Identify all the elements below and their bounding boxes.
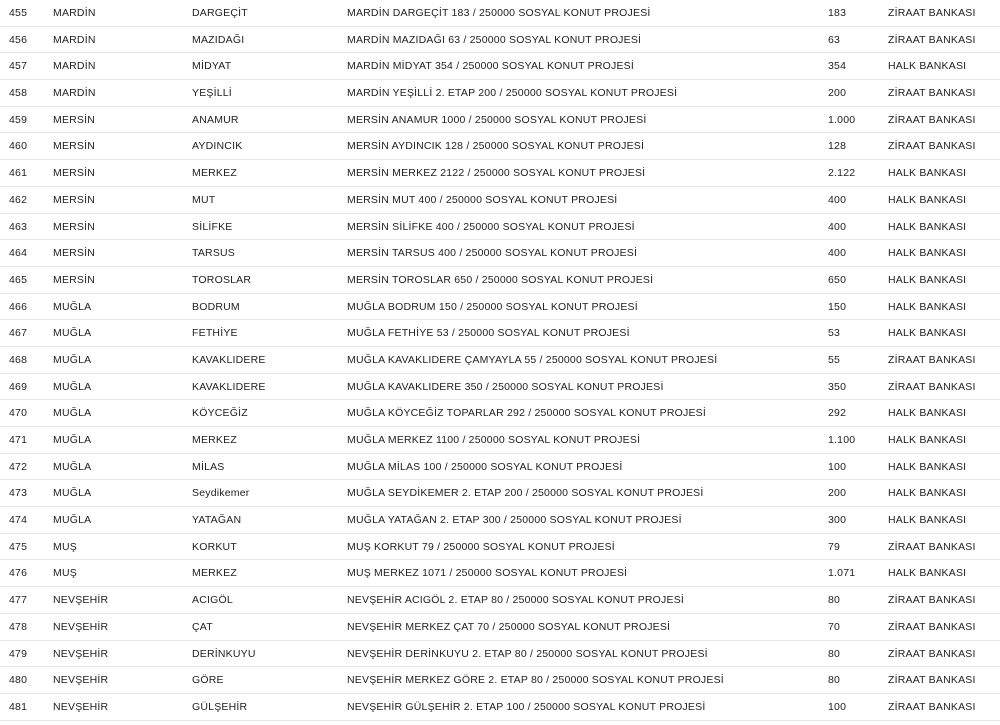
project-name-cell: MARDİN MAZIDAĞI 63 / 250000 SOSYAL KONUT PROJESİ bbox=[347, 33, 642, 46]
bank-cell: HALK BANKASI bbox=[888, 460, 967, 473]
bank-cell: ZİRAAT BANKASI bbox=[888, 700, 976, 713]
row-number: 468 bbox=[9, 353, 28, 366]
project-name-cell: MARDİN DARGEÇİT 183 / 250000 SOSYAL KONUT PROJESİ bbox=[347, 7, 651, 19]
province-cell: NEVŞEHİR bbox=[53, 620, 109, 633]
unit-count-cell: 292 bbox=[828, 407, 847, 420]
row-number: 466 bbox=[9, 300, 28, 313]
row-number: 463 bbox=[9, 220, 28, 233]
unit-count-cell: 2.122 bbox=[828, 167, 856, 180]
row-number: 473 bbox=[9, 487, 28, 500]
row-number: 469 bbox=[9, 380, 28, 393]
table-row bbox=[0, 267, 1000, 294]
table-row bbox=[0, 400, 1000, 427]
district-cell: YATAĞAN bbox=[192, 514, 242, 527]
district-cell: MUT bbox=[192, 193, 216, 206]
table-row bbox=[0, 374, 1000, 401]
table-row bbox=[0, 53, 1000, 80]
bank-cell: ZİRAAT BANKASI bbox=[888, 113, 976, 126]
project-name-cell: MERSİN MUT 400 / 250000 SOSYAL KONUT PROJESİ bbox=[347, 193, 618, 206]
table-row bbox=[0, 320, 1000, 347]
unit-count-cell: 80 bbox=[828, 647, 841, 660]
province-cell: MERSİN bbox=[53, 220, 96, 233]
province-cell: MUĞLA bbox=[53, 380, 92, 393]
bank-cell: HALK BANKASI bbox=[888, 327, 967, 340]
unit-count-cell: 150 bbox=[828, 300, 847, 313]
bank-cell: HALK BANKASI bbox=[888, 60, 967, 73]
province-cell: MERSİN bbox=[53, 113, 96, 126]
table-row bbox=[0, 160, 1000, 187]
province-cell: MERSİN bbox=[53, 193, 96, 206]
project-name-cell: MERSİN TOROSLAR 650 / 250000 SOSYAL KONUT PROJESİ bbox=[347, 273, 654, 286]
province-cell: MUĞLA bbox=[53, 487, 92, 500]
row-number: 462 bbox=[9, 193, 28, 206]
province-cell: MERSİN bbox=[53, 247, 96, 260]
province-cell: NEVŞEHİR bbox=[53, 674, 109, 687]
unit-count-cell: 1.100 bbox=[828, 434, 856, 446]
table-row bbox=[0, 427, 1000, 454]
bank-cell: ZİRAAT BANKASI bbox=[888, 674, 976, 687]
row-number: 458 bbox=[9, 87, 28, 100]
bank-cell: ZİRAAT BANKASI bbox=[888, 7, 976, 19]
table-row bbox=[0, 187, 1000, 214]
unit-count-cell: 350 bbox=[828, 380, 847, 393]
province-cell: MUĞLA bbox=[53, 327, 92, 340]
project-name-cell: MUĞLA SEYDİKEMER 2. ETAP 200 / 250000 SOSYAL KONUT PROJESİ bbox=[347, 487, 704, 500]
bank-cell: HALK BANKASI bbox=[888, 167, 967, 180]
district-cell: DERİNKUYU bbox=[192, 647, 256, 660]
row-number: 472 bbox=[9, 460, 28, 473]
table-row bbox=[0, 80, 1000, 107]
table-row bbox=[0, 667, 1000, 694]
province-cell: MUŞ bbox=[53, 567, 77, 580]
project-name-cell: MUĞLA KAVAKLIDERE ÇAMYAYLA 55 / 250000 SOSYAL KONUT PROJESİ bbox=[347, 353, 718, 366]
unit-count-cell: 80 bbox=[828, 594, 841, 607]
project-name-cell: MERSİN ANAMUR 1000 / 250000 SOSYAL KONUT PROJESİ bbox=[347, 113, 647, 126]
bank-cell: HALK BANKASI bbox=[888, 567, 967, 580]
district-cell: ÇAT bbox=[192, 620, 213, 633]
district-cell: MİLAS bbox=[192, 460, 225, 473]
district-cell: YEŞİLLİ bbox=[192, 87, 232, 100]
unit-count-cell: 400 bbox=[828, 193, 847, 206]
row-number: 470 bbox=[9, 407, 28, 420]
table-row bbox=[0, 347, 1000, 374]
bank-cell: HALK BANKASI bbox=[888, 247, 967, 260]
row-number: 471 bbox=[9, 434, 28, 446]
district-cell: KAVAKLIDERE bbox=[192, 380, 266, 393]
unit-count-cell: 200 bbox=[828, 87, 847, 100]
bank-cell: ZİRAAT BANKASI bbox=[888, 140, 976, 153]
bank-cell: HALK BANKASI bbox=[888, 514, 967, 527]
table-row bbox=[0, 0, 1000, 27]
project-name-cell: NEVŞEHİR MERKEZ ÇAT 70 / 250000 SOSYAL KONUT PROJESİ bbox=[347, 620, 671, 633]
unit-count-cell: 400 bbox=[828, 247, 847, 260]
province-cell: MERSİN bbox=[53, 140, 96, 153]
project-name-cell: MARDİN MİDYAT 354 / 250000 SOSYAL KONUT PROJESİ bbox=[347, 60, 634, 73]
table-row bbox=[0, 133, 1000, 160]
row-number: 476 bbox=[9, 567, 28, 580]
row-number: 481 bbox=[9, 700, 28, 713]
unit-count-cell: 300 bbox=[828, 514, 847, 527]
bank-cell: ZİRAAT BANKASI bbox=[888, 353, 976, 366]
row-number: 479 bbox=[9, 647, 28, 660]
district-cell: GÜLŞEHİR bbox=[192, 700, 248, 713]
table-row bbox=[0, 507, 1000, 534]
district-cell: DARGEÇİT bbox=[192, 7, 248, 19]
table-row bbox=[0, 534, 1000, 561]
district-cell: TOROSLAR bbox=[192, 273, 252, 286]
district-cell: ACIGÖL bbox=[192, 594, 233, 607]
row-number: 474 bbox=[9, 514, 28, 527]
unit-count-cell: 70 bbox=[828, 620, 841, 633]
table-row bbox=[0, 641, 1000, 668]
project-name-cell: MERSİN TARSUS 400 / 250000 SOSYAL KONUT PROJESİ bbox=[347, 247, 638, 260]
unit-count-cell: 100 bbox=[828, 460, 847, 473]
province-cell: MERSİN bbox=[53, 273, 96, 286]
province-cell: NEVŞEHİR bbox=[53, 594, 109, 607]
project-name-cell: MUŞ KORKUT 79 / 250000 SOSYAL KONUT PROJESİ bbox=[347, 540, 615, 553]
province-cell: MUĞLA bbox=[53, 514, 92, 527]
table-row bbox=[0, 480, 1000, 507]
district-cell: TARSUS bbox=[192, 247, 236, 260]
bank-cell: HALK BANKASI bbox=[888, 434, 967, 446]
bank-cell: ZİRAAT BANKASI bbox=[888, 620, 976, 633]
province-cell: MERSİN bbox=[53, 167, 96, 180]
project-name-cell: MUĞLA MERKEZ 1100 / 250000 SOSYAL KONUT PROJESİ bbox=[347, 434, 641, 446]
district-cell: MERKEZ bbox=[192, 567, 237, 580]
unit-count-cell: 400 bbox=[828, 220, 847, 233]
row-number: 480 bbox=[9, 674, 28, 687]
bank-cell: ZİRAAT BANKASI bbox=[888, 594, 976, 607]
province-cell: MUŞ bbox=[53, 540, 77, 553]
unit-count-cell: 53 bbox=[828, 327, 841, 340]
row-number: 477 bbox=[9, 594, 28, 607]
project-name-cell: MERSİN SİLİFKE 400 / 250000 SOSYAL KONUT PROJESİ bbox=[347, 220, 635, 233]
province-cell: NEVŞEHİR bbox=[53, 647, 109, 660]
province-cell: MARDİN bbox=[53, 7, 96, 19]
project-name-cell: MUĞLA FETHİYE 53 / 250000 SOSYAL KONUT PROJESİ bbox=[347, 327, 630, 340]
district-cell: ANAMUR bbox=[192, 113, 239, 126]
unit-count-cell: 79 bbox=[828, 540, 841, 553]
unit-count-cell: 354 bbox=[828, 60, 847, 73]
row-number: 457 bbox=[9, 60, 28, 73]
row-number: 478 bbox=[9, 620, 28, 633]
table-row bbox=[0, 27, 1000, 54]
project-name-cell: NEVŞEHİR DERİNKUYU 2. ETAP 80 / 250000 SOSYAL KONUT PROJESİ bbox=[347, 647, 708, 660]
bank-cell: HALK BANKASI bbox=[888, 193, 967, 206]
district-cell: MERKEZ bbox=[192, 167, 237, 180]
row-number: 467 bbox=[9, 327, 28, 340]
unit-count-cell: 128 bbox=[828, 140, 847, 153]
bank-cell: ZİRAAT BANKASI bbox=[888, 33, 976, 46]
row-number: 475 bbox=[9, 540, 28, 553]
district-cell: Seydikemer bbox=[192, 487, 250, 500]
province-cell: NEVŞEHİR bbox=[53, 700, 109, 713]
unit-count-cell: 1.071 bbox=[828, 567, 856, 580]
project-name-cell: MUŞ MERKEZ 1071 / 250000 SOSYAL KONUT PROJESİ bbox=[347, 567, 628, 580]
province-cell: MARDİN bbox=[53, 60, 96, 73]
project-name-cell: NEVŞEHİR MERKEZ GÖRE 2. ETAP 80 / 250000 SOSYAL KONUT PROJESİ bbox=[347, 674, 724, 687]
district-cell: BODRUM bbox=[192, 300, 240, 313]
province-cell: MARDİN bbox=[53, 87, 96, 100]
table-row bbox=[0, 240, 1000, 267]
province-cell: MUĞLA bbox=[53, 460, 92, 473]
project-name-cell: MUĞLA BODRUM 150 / 250000 SOSYAL KONUT PROJESİ bbox=[347, 300, 638, 313]
unit-count-cell: 63 bbox=[828, 33, 841, 46]
bank-cell: HALK BANKASI bbox=[888, 220, 967, 233]
province-cell: MUĞLA bbox=[53, 353, 92, 366]
district-cell: MİDYAT bbox=[192, 60, 232, 73]
district-cell: GÖRE bbox=[192, 674, 224, 687]
unit-count-cell: 100 bbox=[828, 700, 847, 713]
district-cell: KORKUT bbox=[192, 540, 237, 553]
project-name-cell: NEVŞEHİR GÜLŞEHİR 2. ETAP 100 / 250000 SOSYAL KONUT PROJESİ bbox=[347, 700, 706, 713]
project-name-cell: MUĞLA YATAĞAN 2. ETAP 300 / 250000 SOSYAL KONUT PROJESİ bbox=[347, 514, 682, 527]
project-name-cell: MUĞLA KÖYCEĞİZ TOPARLAR 292 / 250000 SOSYAL KONUT PROJESİ bbox=[347, 407, 707, 420]
project-name-cell: MERSİN AYDINCIK 128 / 250000 SOSYAL KONUT PROJESİ bbox=[347, 140, 645, 153]
province-cell: MUĞLA bbox=[53, 407, 92, 420]
bank-cell: HALK BANKASI bbox=[888, 407, 967, 420]
district-cell: KAVAKLIDERE bbox=[192, 353, 266, 366]
table-row bbox=[0, 560, 1000, 587]
table-row bbox=[0, 107, 1000, 134]
district-cell: MAZIDAĞI bbox=[192, 33, 245, 46]
unit-count-cell: 650 bbox=[828, 273, 847, 286]
province-cell: MUĞLA bbox=[53, 300, 92, 313]
project-name-cell: NEVŞEHİR ACIGÖL 2. ETAP 80 / 250000 SOSYAL KONUT PROJESİ bbox=[347, 594, 685, 607]
bank-cell: ZİRAAT BANKASI bbox=[888, 540, 976, 553]
district-cell: SİLİFKE bbox=[192, 220, 233, 233]
row-number: 464 bbox=[9, 247, 28, 260]
project-name-cell: MUĞLA MİLAS 100 / 250000 SOSYAL KONUT PROJESİ bbox=[347, 460, 623, 473]
unit-count-cell: 80 bbox=[828, 674, 841, 687]
table-row bbox=[0, 587, 1000, 614]
bank-cell: HALK BANKASI bbox=[888, 300, 967, 313]
table-row bbox=[0, 614, 1000, 641]
table-row bbox=[0, 454, 1000, 481]
row-number: 456 bbox=[9, 33, 28, 46]
table-row bbox=[0, 694, 1000, 721]
province-cell: MUĞLA bbox=[53, 434, 92, 446]
district-cell: KÖYCEĞİZ bbox=[192, 407, 248, 420]
bank-cell: HALK BANKASI bbox=[888, 487, 967, 500]
bank-cell: ZİRAAT BANKASI bbox=[888, 647, 976, 660]
table-row bbox=[0, 214, 1000, 241]
bank-cell: ZİRAAT BANKASI bbox=[888, 380, 976, 393]
bank-cell: ZİRAAT BANKASI bbox=[888, 87, 976, 100]
project-name-cell: MUĞLA KAVAKLIDERE 350 / 250000 SOSYAL KONUT PROJESİ bbox=[347, 380, 664, 393]
district-cell: FETHİYE bbox=[192, 327, 238, 340]
unit-count-cell: 183 bbox=[828, 7, 847, 19]
project-name-cell: MERSİN MERKEZ 2122 / 250000 SOSYAL KONUT PROJESİ bbox=[347, 167, 646, 180]
district-cell: MERKEZ bbox=[192, 434, 237, 446]
row-number: 460 bbox=[9, 140, 28, 153]
district-cell: AYDINCIK bbox=[192, 140, 243, 153]
row-number: 461 bbox=[9, 167, 28, 180]
unit-count-cell: 1.000 bbox=[828, 113, 856, 126]
unit-count-cell: 55 bbox=[828, 353, 841, 366]
province-cell: MARDİN bbox=[53, 33, 96, 46]
project-name-cell: MARDİN YEŞİLLİ 2. ETAP 200 / 250000 SOSYAL KONUT PROJESİ bbox=[347, 87, 678, 100]
unit-count-cell: 200 bbox=[828, 487, 847, 500]
table-row bbox=[0, 294, 1000, 321]
row-number: 455 bbox=[9, 7, 28, 19]
bank-cell: HALK BANKASI bbox=[888, 273, 967, 286]
row-number: 465 bbox=[9, 273, 28, 286]
row-number: 459 bbox=[9, 113, 28, 126]
